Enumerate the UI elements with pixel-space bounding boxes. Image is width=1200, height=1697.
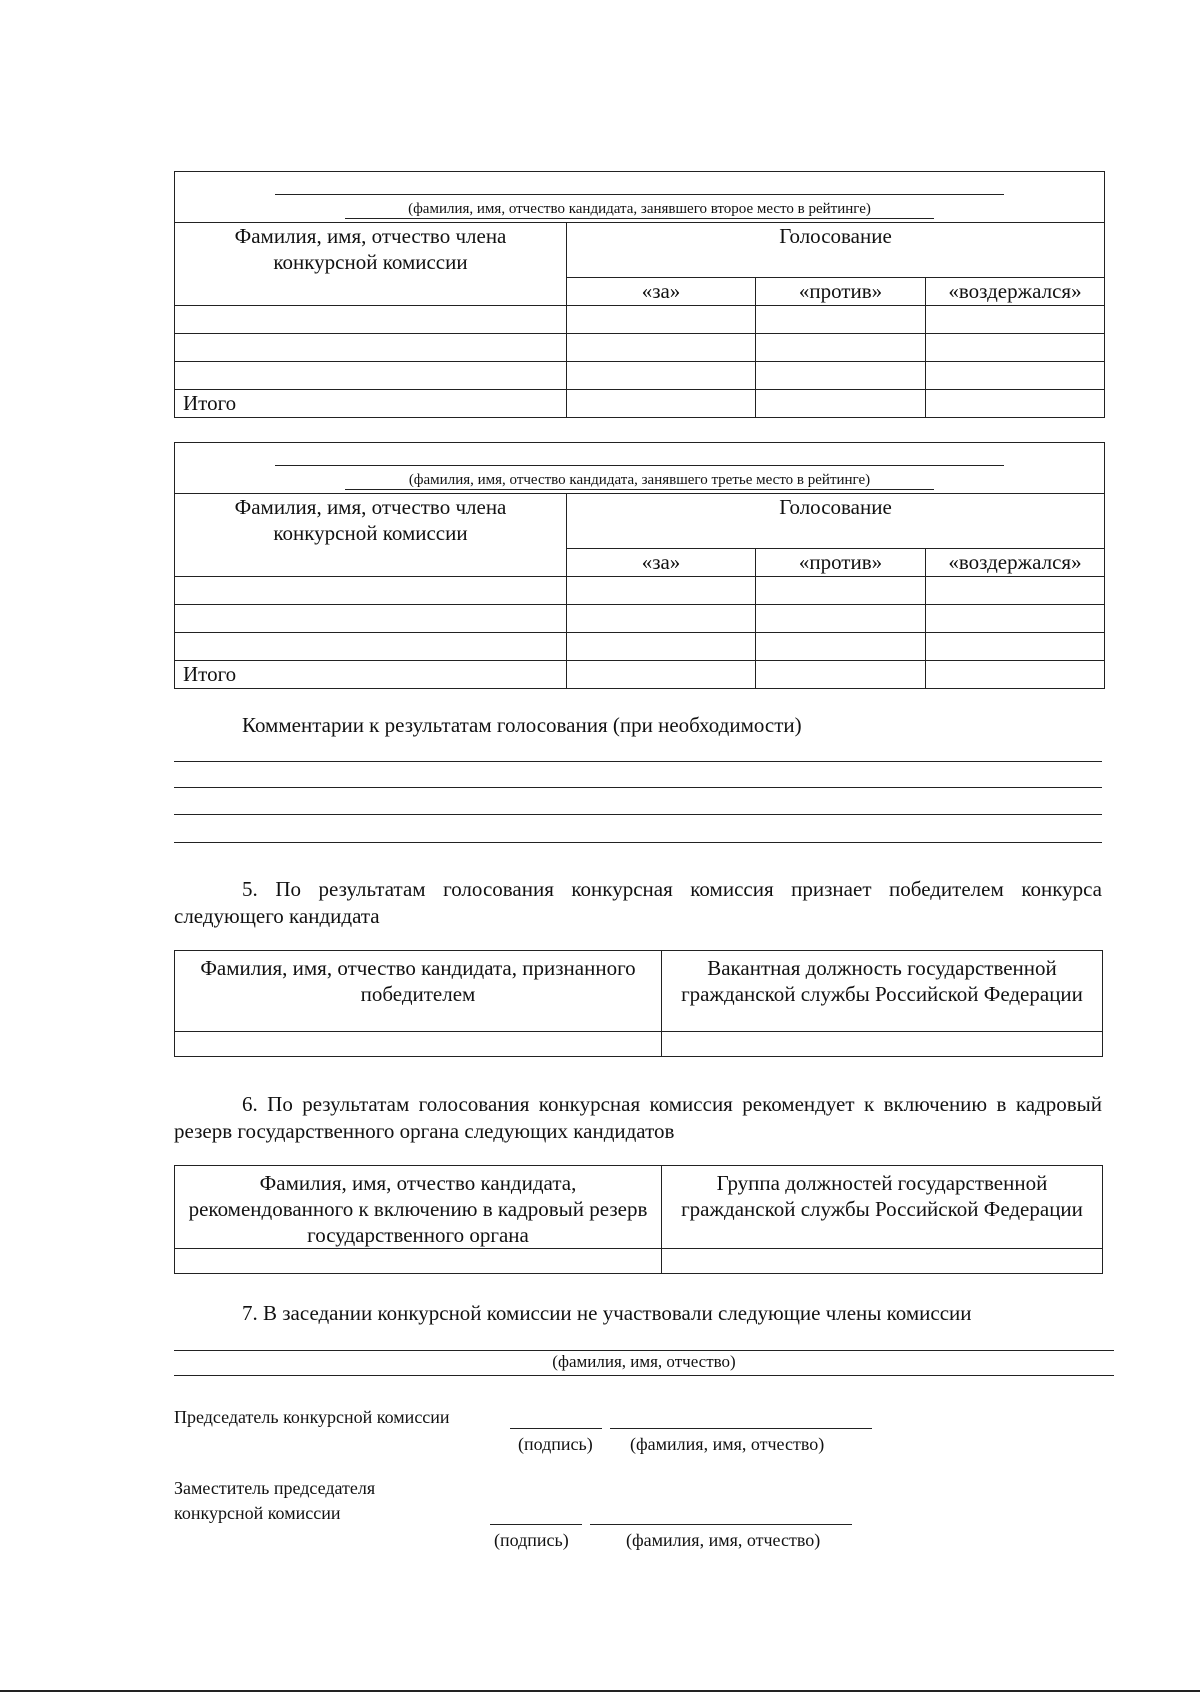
header-position-group: Группа должностей государственной гражданской службы Российской Федерации <box>662 1166 1103 1249</box>
header-for: «за» <box>567 278 756 306</box>
table-row[interactable] <box>175 1032 1103 1057</box>
header-vote: Голосование <box>567 494 1105 549</box>
header-abstain: «воздержался» <box>926 549 1105 577</box>
section6-text: 6. По результатам голосования конкурсная комиссия рекомендует к включению в кадровый резерв государственного органа следующих кандидатов <box>174 1092 1102 1143</box>
caption-cell <box>175 172 1105 223</box>
winner-table <box>174 950 1103 1057</box>
comment-line[interactable] <box>174 787 1102 788</box>
deputy-fio-line[interactable] <box>590 1524 852 1525</box>
header-reserve-name: Фамилия, имя, отчество кандидата, рекомендованного к включению в кадровый резерв государственного органа <box>175 1166 662 1249</box>
deputy-sign-caption: (подпись) <box>494 1530 569 1550</box>
chair-fio-caption: (фамилия, имя, отчество) <box>630 1434 825 1454</box>
header-vote: Голосование <box>567 223 1105 278</box>
chair-signature-line[interactable] <box>510 1428 602 1429</box>
caption-fio: (фамилия, имя, отчество) <box>552 1352 736 1371</box>
header-vacant-position: Вакантная должность государственной гражданской службы Российской Федерации <box>662 951 1103 1032</box>
candidate-name-line[interactable] <box>275 194 1004 195</box>
header-against: «против» <box>756 278 926 306</box>
caption-cell <box>175 443 1105 494</box>
total-row <box>175 390 1105 418</box>
table-row[interactable] <box>175 306 1105 334</box>
chair-sign-caption: (подпись) <box>518 1434 593 1454</box>
section7-text: 7. В заседании конкурсной комиссии не участвовали следующие члены комиссии <box>242 1301 972 1325</box>
total-label: Итого <box>175 661 567 689</box>
absent-members-line[interactable] <box>174 1375 1114 1376</box>
table-row[interactable] <box>175 577 1105 605</box>
total-label: Итого <box>175 390 567 418</box>
comments-title: Комментарии к результатам голосования (при необходимости) <box>242 713 802 737</box>
caption-third-place: (фамилия, имя, отчество кандидата, занявшего третье место в рейтинге) <box>345 471 934 490</box>
header-member: Фамилия, имя, отчество члена конкурсной комиссии <box>175 223 567 306</box>
header-member: Фамилия, имя, отчество члена конкурсной комиссии <box>175 494 567 577</box>
deputy-label-line1: Заместитель председателя <box>174 1478 376 1498</box>
candidate-name-line[interactable] <box>275 465 1004 466</box>
table-row[interactable] <box>175 633 1105 661</box>
table-row[interactable] <box>175 334 1105 362</box>
reserve-table <box>174 1165 1103 1274</box>
vote-table-third-place <box>174 442 1105 689</box>
section5-text: 5. По результатам голосования конкурсная комиссия признает победителем конкурса следующего кандидата <box>174 877 1102 928</box>
deputy-fio-caption: (фамилия, имя, отчество) <box>626 1530 821 1550</box>
comment-line[interactable] <box>174 814 1102 815</box>
header-abstain: «воздержался» <box>926 278 1105 306</box>
deputy-label-line2: конкурсной комиссии <box>174 1503 341 1523</box>
header-for: «за» <box>567 549 756 577</box>
comment-line[interactable] <box>174 842 1102 843</box>
header-winner-name: Фамилия, имя, отчество кандидата, признанного победителем <box>175 951 662 1032</box>
vote-table-second-place <box>174 171 1105 418</box>
table-row[interactable] <box>175 362 1105 390</box>
chair-label: Председатель конкурсной комиссии <box>174 1407 450 1427</box>
table-row[interactable] <box>175 1249 1103 1274</box>
caption-second-place: (фамилия, имя, отчество кандидата, занявшего второе место в рейтинге) <box>345 200 934 219</box>
total-row <box>175 661 1105 689</box>
table-row[interactable] <box>175 605 1105 633</box>
page-bottom-edge <box>0 1690 1200 1692</box>
chair-fio-line[interactable] <box>610 1428 872 1429</box>
deputy-signature-line[interactable] <box>490 1524 582 1525</box>
absent-members-line[interactable] <box>174 1350 1114 1351</box>
comment-line[interactable] <box>174 761 1102 762</box>
header-against: «против» <box>756 549 926 577</box>
